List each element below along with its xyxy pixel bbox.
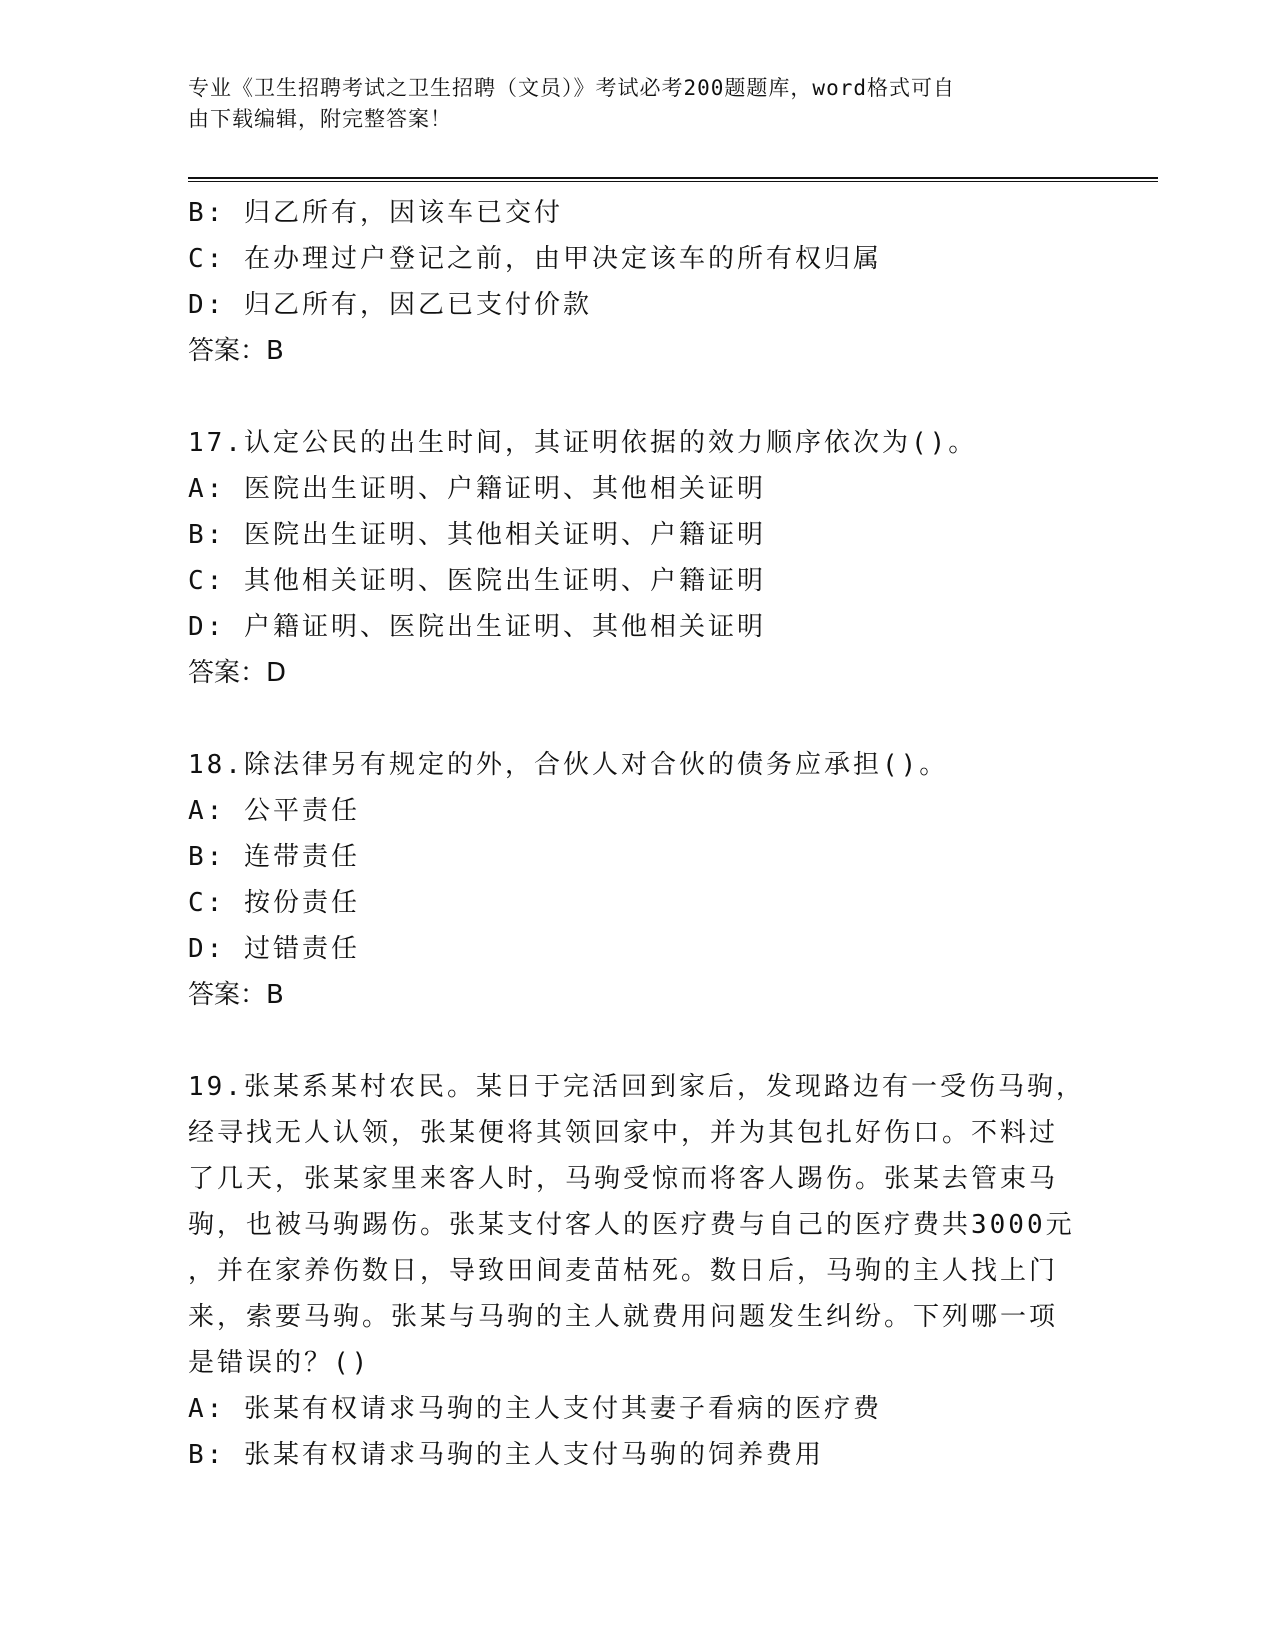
header-line-2: 由下载编辑，附完整答案！ [188, 107, 452, 131]
question-17 [188, 420, 1088, 696]
option-b: B: 张某有权请求马驹的主人支付马驹的饲养费用 [188, 1440, 824, 1470]
option-d: D: 归乙所有，因乙已支付价款 [188, 290, 592, 320]
option-a: A: 张某有权请求马驹的主人支付其妻子看病的医疗费 [188, 1394, 882, 1424]
question-18 [188, 742, 1088, 1018]
divider-thick-line [188, 177, 1158, 179]
option-d: D: 过错责任 [188, 934, 360, 964]
stem-line: 了几天，张某家里来客人时，马驹受惊而将客人踢伤。张某去管束马 [188, 1164, 1059, 1194]
stem-line: 来，索要马驹。张某与马驹的主人就费用问题发生纠纷。下列哪一项 [188, 1302, 1059, 1332]
document-header [188, 73, 1088, 135]
header-line-1: 专业《卫生招聘考试之卫生招聘（文员）》考试必考200题题库，word格式可自 [188, 76, 955, 100]
option-a: A: 医院出生证明、户籍证明、其他相关证明 [188, 474, 766, 504]
question-19 [188, 1064, 1088, 1478]
option-c: C: 其他相关证明、医院出生证明、户籍证明 [188, 566, 766, 596]
question-content [188, 190, 1088, 1478]
answer-line: 答案：B [188, 336, 284, 366]
question-stem: 17.认定公民的出生时间，其证明依据的效力顺序依次为()。 [188, 428, 978, 458]
option-c: C: 在办理过户登记之前，由甲决定该车的所有权归属 [188, 244, 882, 274]
stem-line: 驹，也被马驹踢伤。张某支付客人的医疗费与自己的医疗费共3000元 [188, 1210, 1075, 1240]
option-c: C: 按份责任 [188, 888, 360, 918]
answer-line: 答案：D [188, 658, 287, 688]
question-16-tail [188, 190, 1088, 374]
header-divider [188, 177, 1158, 183]
option-a: A: 公平责任 [188, 796, 360, 826]
question-stem [188, 1064, 1088, 1386]
option-b: B: 归乙所有，因该车已交付 [188, 198, 563, 228]
stem-line: 经寻找无人认领，张某便将其领回家中，并为其包扎好伤口。不料过 [188, 1118, 1059, 1148]
stem-line: 19.张某系某村农民。某日于完活回到家后，发现路边有一受伤马驹， [188, 1072, 1085, 1102]
option-b: B: 连带责任 [188, 842, 360, 872]
answer-line: 答案：B [188, 980, 284, 1010]
question-stem: 18.除法律另有规定的外，合伙人对合伙的债务应承担()。 [188, 750, 949, 780]
option-d: D: 户籍证明、医院出生证明、其他相关证明 [188, 612, 766, 642]
option-b: B: 医院出生证明、其他相关证明、户籍证明 [188, 520, 766, 550]
stem-line: ，并在家养伤数日，导致田间麦苗枯死。数日后，马驹的主人找上门 [188, 1256, 1059, 1286]
divider-thin-line [188, 181, 1158, 182]
stem-line: 是错误的？() [188, 1348, 371, 1378]
